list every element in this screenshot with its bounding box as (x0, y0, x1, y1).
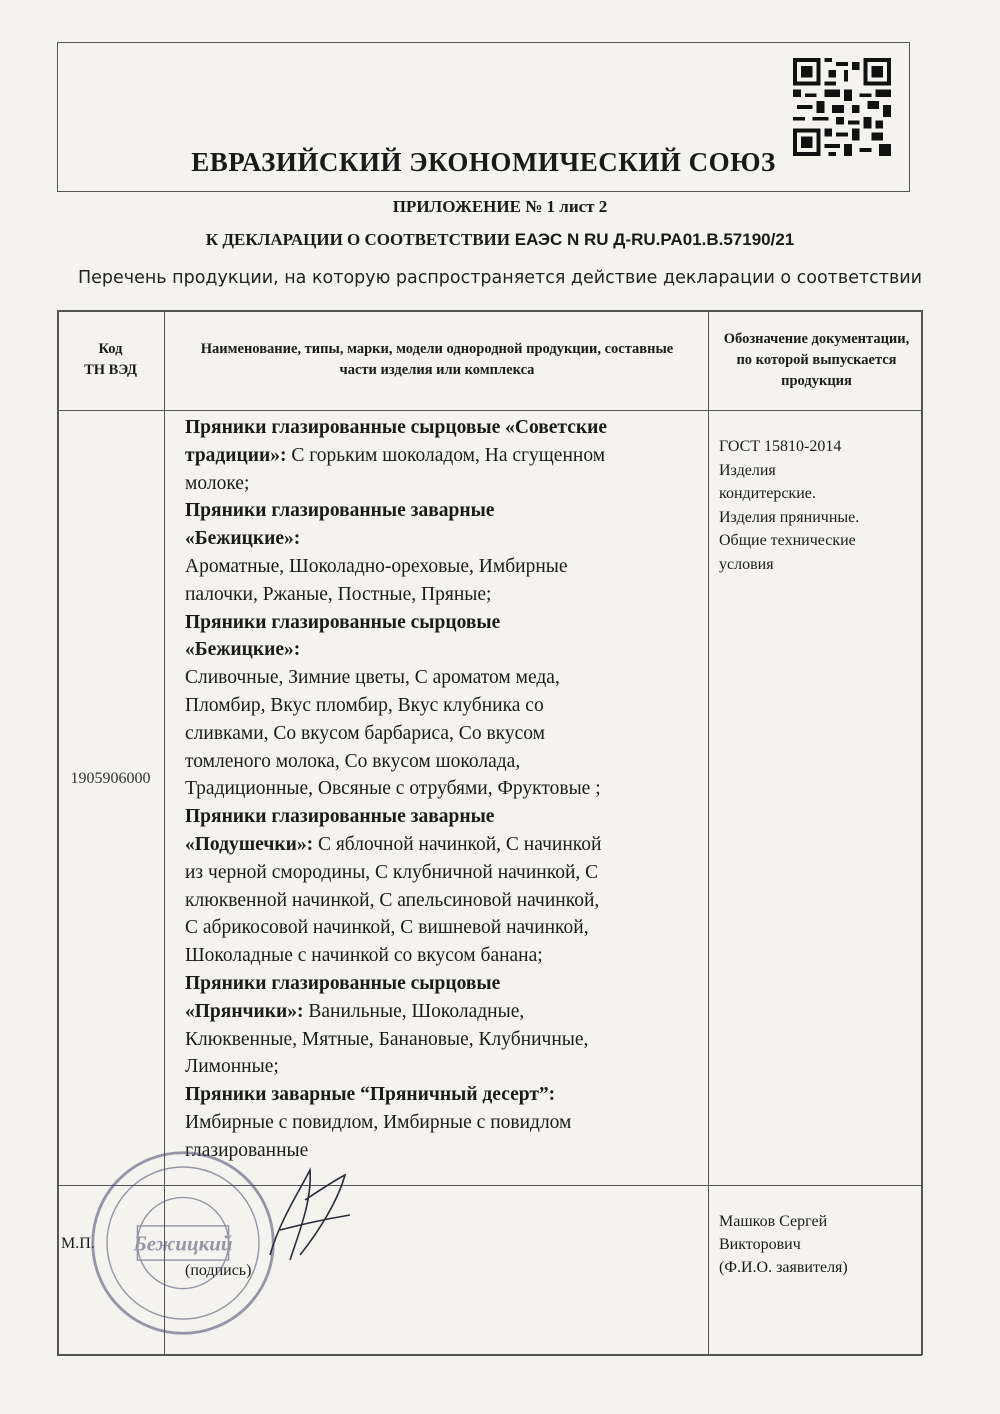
product-group-name: Пряники глазированные сырцовые «Советские (185, 417, 608, 438)
product-line (185, 1026, 710, 1054)
product-group-name: Пряники глазированные заварные (185, 500, 495, 522)
product-line (185, 470, 710, 498)
header-code-line2: ТН ВЭД (84, 362, 137, 378)
product-line (185, 692, 710, 720)
product-variants: Имбирные с повидлом, Имбирные с повидлом (185, 1111, 572, 1133)
product-variants: томленого молока, Со вкусом шоколада, (185, 750, 521, 772)
product-line (185, 581, 710, 609)
product-line (185, 720, 710, 748)
product-variants: из черной смородины, С клубничной начинкой, С (185, 861, 599, 883)
product-variants: палочки, Ржаные, Постные, Пряные; (185, 583, 492, 605)
product-line (185, 1109, 710, 1137)
product-variants: Лимонные; (185, 1056, 279, 1078)
product-line (185, 914, 710, 942)
declaration-title (0, 230, 1000, 250)
product-line (185, 970, 710, 998)
header-name: Наименование, типы, марки, модели однородной продукции, составные части изделия или комплекса (200, 341, 674, 378)
table-header-divider (57, 410, 922, 411)
product-variants: сливками, Со вкусом барбариса, Со вкусом (185, 722, 545, 744)
product-variants: Ароматные, Шоколадно-ореховые, Имбирные (185, 555, 568, 577)
seal-place-label: М.П. (61, 1235, 95, 1252)
product-group-name: «Прянчики»: (185, 1000, 304, 1022)
product-variants: С яблочной начинкой, С начинкой (313, 833, 602, 855)
product-line (185, 414, 710, 442)
declaration-number: ЕАЭС N RU Д-RU.PA01.B.57190/21 (514, 230, 795, 249)
standard-line: Изделия (719, 461, 776, 479)
product-group-name: Пряники глазированные заварные (185, 806, 495, 828)
product-line (185, 831, 710, 859)
product-variants: Шоколадные с начинкой со вкусом банана; (185, 945, 543, 967)
product-line (185, 636, 710, 664)
product-line (185, 609, 710, 637)
product-variants: С горьким шоколадом, На сгущенном (286, 444, 606, 466)
product-line (185, 442, 710, 470)
standard-line: Общие технические (719, 532, 856, 549)
product-variants: молоке; (185, 472, 250, 494)
product-list (185, 414, 710, 1165)
header-code (57, 310, 164, 410)
product-variants: Клюквенные, Мятные, Банановые, Клубничные, (185, 1028, 589, 1050)
product-variants: Ванильные, Шоколадные, (303, 1000, 525, 1022)
product-line (185, 525, 710, 553)
product-line (185, 553, 710, 581)
product-variants: Пломбир, Вкус пломбир, Вкус клубника со (185, 694, 544, 716)
product-line (185, 942, 710, 970)
header-box (57, 42, 910, 192)
header-docs: Обозначение документации, по которой выпускается продукция (723, 330, 910, 389)
product-line (185, 1053, 710, 1081)
header-code-line1: Код (98, 341, 123, 357)
product-line (185, 1081, 710, 1109)
product-group-name: Пряники глазированные сырцовые (185, 611, 501, 633)
product-variants: глазированные (185, 1139, 309, 1161)
product-variants: Традиционные, Овсяные с отрубями, Фруктовые ; (185, 778, 601, 800)
product-group-name: Пряники заварные “Пряничный десерт”: (185, 1084, 556, 1106)
applicant-label: (Ф.И.О. заявителя) (719, 1259, 848, 1276)
table-border-bottom (57, 1354, 922, 1356)
product-group-name: «Подушечки»: (185, 833, 314, 855)
product-group-name: традиции»: (185, 444, 287, 466)
product-line (185, 497, 710, 525)
signature-icon (250, 1160, 370, 1280)
stamp-text: Бежицкий (133, 1231, 233, 1256)
tn-ved-code: 1905906000 (70, 770, 151, 787)
product-line (185, 887, 710, 915)
product-line (185, 998, 710, 1026)
standard-reference (719, 435, 919, 576)
table-border-left (57, 310, 59, 1355)
product-line (185, 859, 710, 887)
signature-label: (подпись) (185, 1262, 252, 1279)
subtitle: Перечень продукции, на которую распространяется действие декларации о соответствии (77, 268, 923, 288)
product-line (185, 803, 710, 831)
product-group-name: «Бежицкие»: (185, 528, 301, 550)
applicant-block (719, 1210, 848, 1279)
product-line (185, 664, 710, 692)
product-group-name: «Бежицкие»: (185, 639, 301, 661)
applicant-name-line1: Машков Сергей (719, 1213, 828, 1230)
standard-line: ГОСТ 15810-2014 (719, 438, 842, 455)
table-border-right (921, 310, 923, 1355)
standard-line: кондитерские. (719, 485, 816, 502)
product-line (185, 748, 710, 776)
standard-line: условия (719, 555, 774, 573)
product-variants: клюквенной начинкой, С апельсиновой начинкой, (185, 889, 600, 911)
applicant-name-line2: Викторович (719, 1236, 801, 1253)
product-group-name: Пряники глазированные сырцовые (185, 972, 501, 994)
product-line (185, 775, 710, 803)
product-variants: С абрикосовой начинкой, С вишневой начинкой, (185, 917, 589, 939)
declaration-prefix: К ДЕКЛАРАЦИИ О СООТВЕТСТВИИ (205, 230, 510, 249)
union-title: ЕВРАЗИЙСКИЙ ЭКОНОМИЧЕСКИЙ СОЮЗ (191, 147, 776, 177)
product-variants: Сливочные, Зимние цветы, С ароматом меда, (185, 667, 560, 689)
annex-title: ПРИЛОЖЕНИЕ № 1 лист 2 (392, 197, 608, 216)
standard-line: Изделия пряничные. (719, 508, 860, 526)
qr-code-icon (793, 58, 891, 156)
